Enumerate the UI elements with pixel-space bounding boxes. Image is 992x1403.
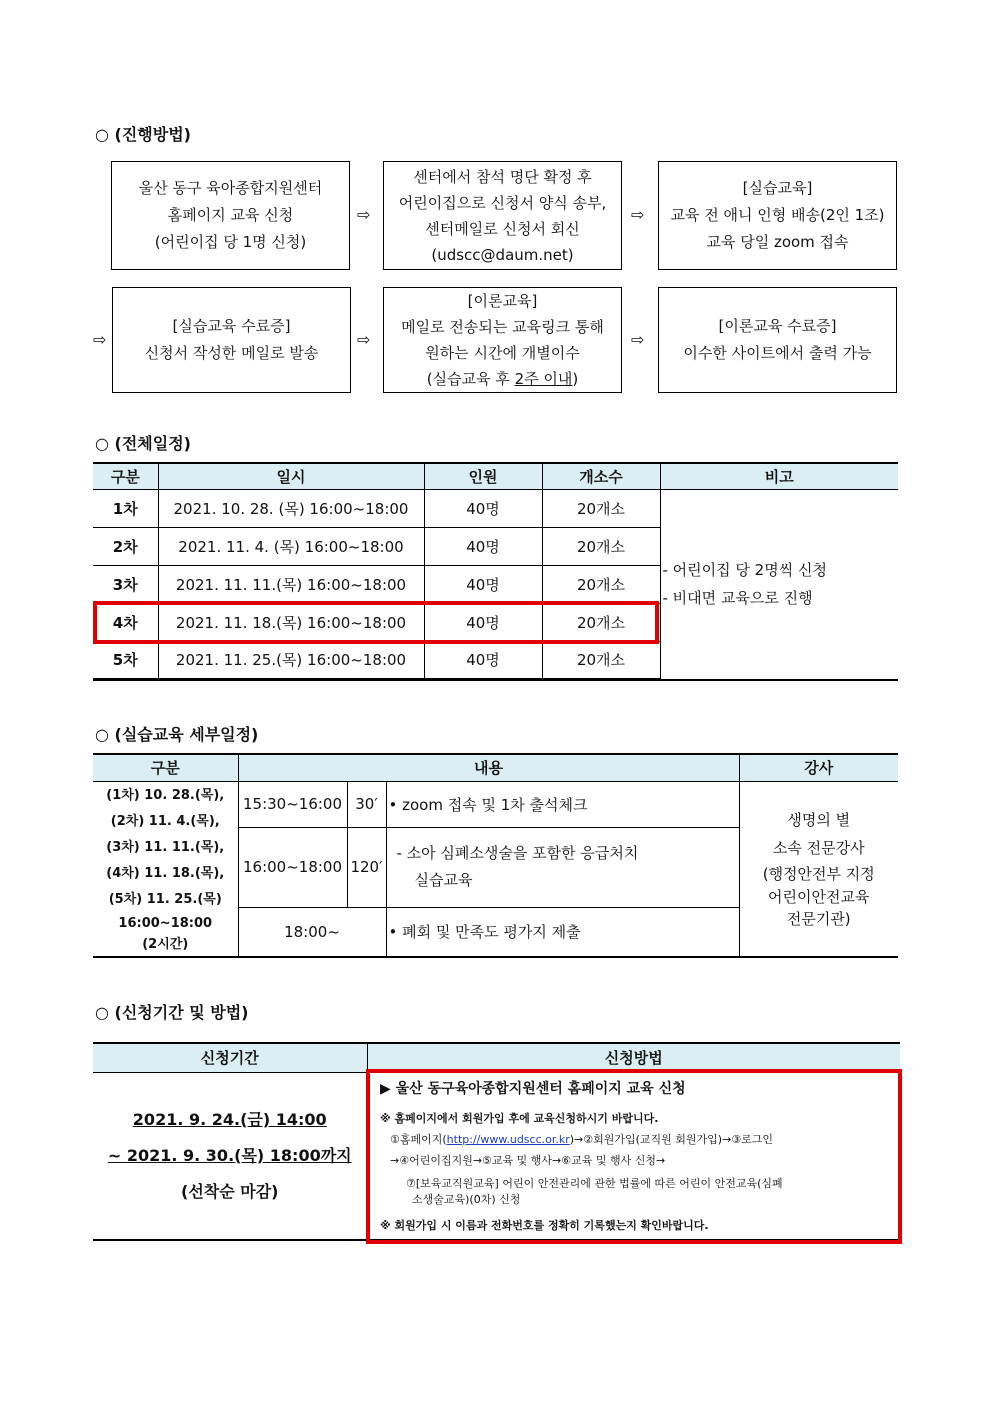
practical-round-time: (2시간) <box>142 936 189 952</box>
practical-table <box>93 753 898 958</box>
apply-step-post: )→②회원가입(교직원 회원가입)→③로그인 <box>569 1133 774 1146</box>
apply-step-line <box>380 1131 898 1149</box>
apply-heading: ○ (신청기간 및 방법) <box>95 1003 249 1022</box>
schedule-sites: 20개소 <box>542 489 660 527</box>
schedule-sites: 20개소 <box>542 603 660 641</box>
practical-round-line: (4차) 11. 18.(목), <box>106 865 225 881</box>
apply-method-note: ※ 홈페이지에서 회원가입 후에 교육신청하시기 바랍니다. <box>380 1112 659 1125</box>
process-heading: ○ (진행방법) <box>95 125 191 144</box>
schedule-header: 비고 <box>660 463 898 489</box>
arrow-icon: ⇨ <box>93 330 107 349</box>
practical-header: 내용 <box>238 754 739 781</box>
step2-line: 센터메일로 신청서 회신 <box>425 219 580 238</box>
schedule-header: 인원 <box>424 463 542 489</box>
practical-content-line: - 소아 심폐소생술을 포함한 응급처치 <box>396 844 639 862</box>
practical-rounds <box>93 781 238 957</box>
schedule-round: 5차 <box>93 641 158 679</box>
practical-content: • 폐회 및 만족도 평가지 제출 <box>386 907 739 957</box>
apply-period-line: ~ 2021. 9. 30.(목) 18:00까지 <box>107 1145 352 1165</box>
step6-line: 이수한 사이트에서 출력 가능 <box>683 344 872 362</box>
apply-period-line: (선착순 마감) <box>181 1181 279 1201</box>
schedule-date: 2021. 11. 25.(목) 16:00~18:00 <box>158 641 424 679</box>
arrow-icon: ⇨ <box>357 205 371 224</box>
instructor-line: 생명의 별 <box>787 811 851 830</box>
schedule-note-line: - 어린이집 당 2명씩 신청 <box>662 561 827 580</box>
schedule-date: 2021. 11. 11.(목) 16:00~18:00 <box>158 565 424 603</box>
step1-line: 홈페이지 교육 신청 <box>167 206 294 224</box>
schedule-sites: 20개소 <box>542 565 660 603</box>
apply-period-line: 2021. 9. 24.(금) 14:00 <box>132 1109 327 1129</box>
schedule-date: 2021. 11. 4. (목) 16:00~18:00 <box>158 527 424 565</box>
schedule-note-line: - 비대면 교육으로 진행 <box>662 589 813 608</box>
practical-instructor <box>739 781 898 957</box>
instructor-line: (행정안전부 지정 <box>762 865 875 884</box>
step1-line: 울산 동구 육아종합지원센터 <box>138 179 323 197</box>
apply-step-line: →④어린이집지원→⑤교육 및 행사→⑥교육 및 행사 신청→ <box>390 1154 666 1167</box>
schedule-people: 40명 <box>424 565 542 603</box>
practical-content <box>386 827 739 907</box>
practical-round-line: (3차) 11. 11.(목), <box>106 839 225 855</box>
schedule-header: 일시 <box>158 463 424 489</box>
schedule-people: 40명 <box>424 603 542 641</box>
process-step-6 <box>658 287 897 393</box>
step5-line: 메일로 전송되는 교육링크 통해 <box>401 318 604 336</box>
instructor-line: 소속 전문강사 <box>772 839 865 858</box>
step4-line: [실습교육 수료증] <box>172 317 291 335</box>
step4-line: 신청서 작성한 메일로 발송 <box>144 344 319 362</box>
schedule-header: 구분 <box>93 463 158 489</box>
practical-round-line: (1차) 10. 28.(목), <box>106 787 225 803</box>
apply-method-note: ※ 회원가입 시 이름과 전화번호를 정확히 기록했는지 확인바랍니다. <box>380 1219 709 1232</box>
process-step-2 <box>383 161 622 270</box>
step2-line: 어린이집으로 신청서 양식 송부, <box>398 193 607 212</box>
practical-round-line: (2차) 11. 4.(목), <box>110 813 220 829</box>
apply-step-line: ⑦[보육교직원교육] 어린이 안전관리에 관한 법률에 따른 어린이 안전교육(심폐 <box>406 1177 783 1190</box>
apply-method-title: ▶ 울산 동구육아종합지원센터 홈페이지 교육 신청 <box>380 1081 686 1097</box>
practical-content: • zoom 접속 및 1차 출석체크 <box>386 781 739 827</box>
instructor-line: 전문기관) <box>786 910 851 929</box>
table-row <box>93 781 898 827</box>
schedule-note <box>660 489 898 679</box>
practical-duration: 120′ <box>347 827 386 907</box>
process-step-5 <box>383 287 622 393</box>
schedule-people: 40명 <box>424 489 542 527</box>
practical-header: 구분 <box>93 754 238 781</box>
step1-line: (어린이집 당 1명 신청) <box>154 233 307 251</box>
apply-step-line: 소생술교육)(0차) 신청 <box>412 1193 521 1206</box>
step6-line: [이론교육 수료증] <box>718 317 837 335</box>
schedule-people: 40명 <box>424 641 542 679</box>
step5-line <box>427 366 579 392</box>
apply-header: 신청방법 <box>367 1043 900 1072</box>
apply-step-pre: ①홈페이지( <box>390 1133 447 1146</box>
schedule-round: 3차 <box>93 565 158 603</box>
practical-time: 15:30~16:00 <box>238 781 347 827</box>
process-step-3 <box>658 161 897 270</box>
highlight-box <box>93 601 659 644</box>
step3-line: [실습교육] <box>742 179 813 197</box>
schedule-round: 1차 <box>93 489 158 527</box>
step5-line: [이론교육] <box>467 292 538 310</box>
practical-round-time: 16:00~18:00 <box>118 915 213 931</box>
homepage-link[interactable]: http://www.udscc.or.kr <box>446 1133 570 1146</box>
step5-last-suffix: ) <box>572 370 579 388</box>
practical-time: 16:00~18:00 <box>238 827 347 907</box>
schedule-table <box>93 462 898 680</box>
schedule-sites: 20개소 <box>542 641 660 679</box>
schedule-date: 2021. 11. 18.(목) 16:00~18:00 <box>158 603 424 641</box>
schedule-date: 2021. 10. 28. (목) 16:00~18:00 <box>158 489 424 527</box>
practical-time: 18:00~ <box>238 907 386 957</box>
instructor-line: 어린이안전교육 <box>768 888 870 907</box>
process-step-1 <box>111 161 350 270</box>
step3-line: 교육 당일 zoom 접속 <box>706 233 849 251</box>
apply-header: 신청기간 <box>93 1043 367 1072</box>
schedule-heading: ○ (전체일정) <box>95 434 191 453</box>
practical-content-line: 실습교육 <box>414 871 473 889</box>
arrow-icon: ⇨ <box>631 330 645 349</box>
schedule-round: 4차 <box>93 603 158 641</box>
step2-line: (udscc@daum.net) <box>431 245 574 264</box>
practical-round-line: (5차) 11. 25.(목) <box>108 891 222 907</box>
schedule-header: 개소수 <box>542 463 660 489</box>
step3-line: 교육 전 애니 인형 배송(2인 1조) <box>670 206 885 224</box>
step2-line: 센터에서 참석 명단 확정 후 <box>413 167 592 186</box>
arrow-icon: ⇨ <box>357 330 371 349</box>
apply-period <box>93 1072 367 1240</box>
step5-last-underline: 2주 이내 <box>514 370 573 388</box>
arrow-icon: ⇨ <box>631 205 645 224</box>
practical-duration: 30′ <box>347 781 386 827</box>
schedule-bottom-rule <box>93 679 898 681</box>
practical-heading: ○ (실습교육 세부일정) <box>95 725 259 744</box>
schedule-sites: 20개소 <box>542 527 660 565</box>
process-step-4 <box>112 287 351 393</box>
schedule-round: 2차 <box>93 527 158 565</box>
table-row <box>93 489 898 527</box>
apply-method-box <box>366 1069 902 1244</box>
practical-header: 강사 <box>739 754 898 781</box>
step5-line: 원하는 시간에 개별이수 <box>425 344 580 362</box>
schedule-people: 40명 <box>424 527 542 565</box>
step5-last-prefix: (실습교육 후 <box>426 370 515 388</box>
